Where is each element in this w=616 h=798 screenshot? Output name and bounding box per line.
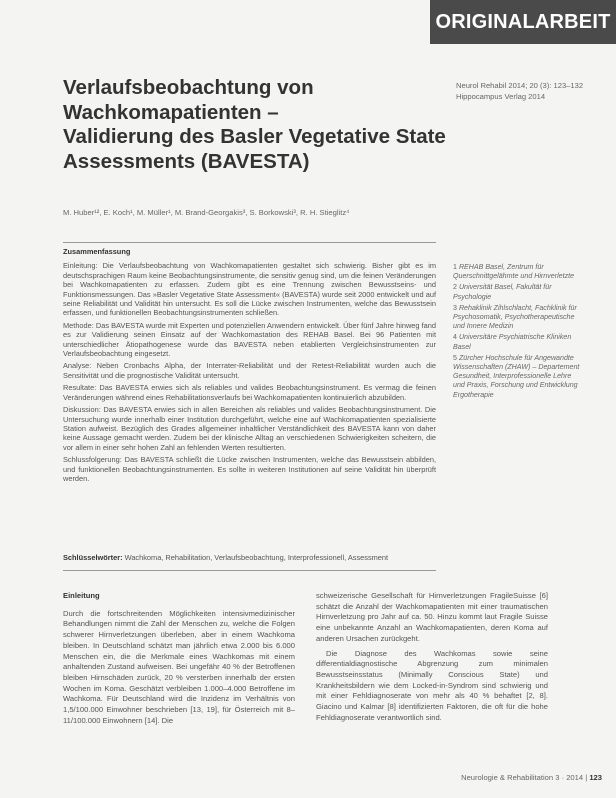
affiliation-item: 5 Zürcher Hochschule für Angewandte Wissenschaften (ZHAW) – Departement Gesundheit, Interprofessionelle Lehre und Praxis, Forschung und Entwicklung Ergotherapie bbox=[453, 353, 580, 399]
citation-line: Neurol Rehabil 2014; 20 (3): 123–132 bbox=[456, 81, 584, 90]
article-type-banner: ORIGINALARBEIT bbox=[430, 0, 616, 44]
affiliations bbox=[453, 263, 583, 402]
abstract-bottom-rule bbox=[63, 570, 436, 571]
keywords-text: Wachkoma, Rehabilitation, Verlaufsbeobachtung, Interprofessionell, Assessment bbox=[122, 553, 389, 562]
affiliation-item: 1 REHAB Basel, Zentrum für Querschnittgelähmte und Hirnverletzte bbox=[453, 263, 575, 281]
title-line: Verlaufsbeobachtung von bbox=[63, 76, 314, 99]
author-list: M. Huber¹², E. Koch¹, M. Müller¹, M. Brand-Georgakis³, S. Borkowski³, R. H. Stieglitz⁴ bbox=[63, 208, 350, 217]
abstract-top-rule bbox=[63, 242, 436, 243]
keywords bbox=[63, 553, 436, 562]
publisher-line: Hippocampus Verlag 2014 bbox=[456, 92, 546, 101]
abstract-results: Resultate: Das BAVESTA erwies sich als reliables und valides Beobachtungsinstrument. Es vermag die feinen Veränderungen während eines Rehabilitationsverlaufs bei Wachkomapatienten kontinuierlich abzubilden. bbox=[63, 383, 436, 402]
keywords-label: Schlüsselwörter: bbox=[63, 553, 123, 562]
abstract-analysis: Analyse: Neben Cronbachs Alpha, der Interrater-Reliabilität und der Retest-Reliabilität wurden auch die Sensitivität und die prognostische Validität untersucht. bbox=[63, 361, 436, 380]
affiliation-item: 2 Universität Basel, Fakultät für Psychologie bbox=[453, 283, 552, 301]
affiliation-item: 3 Rehaklinik Zihlschlacht, Fachklinik für Psychosomatik, Psychotherapeutische und Innere Medizin bbox=[453, 303, 577, 331]
body-column-left bbox=[63, 591, 295, 730]
abstract-method: Methode: Das BAVESTA wurde mit Experten und potenziellen Anwendern entwickelt. Über fünf Jahre hinweg fand es zur Validierung seinen Einsatz auf der Wachkomastation des REHAB Basel. Bei 96 Patienten mit unterschiedlicher Ätiopathogenese wurde das BAVESTA neben etablierten Vergleichsinstrumenten zur Verlaufsbeobachtung eingesetzt. bbox=[63, 320, 436, 359]
body-paragraph: Die Diagnose des Wachkomas sowie seine differentialdiagnostische Abgrenzung zum minimalen Bewusstseinsstatus (Minimally Conscious State) und Krankheitsbildern wie dem Locked-in-Syndrom sind schwierig und mit einer Fehldiagnoserate von mehr als 40 % behaftet [2, 8]. Giacino und Kalmar [8] identifizierten Faktoren, die oft für die hohe Fehldiagnoserate verantwortlich sind. bbox=[316, 648, 548, 722]
citation-meta bbox=[456, 80, 606, 102]
title-line: Validierung des Basler Vegetative State bbox=[63, 125, 446, 148]
abstract bbox=[63, 247, 436, 486]
body-column-right bbox=[316, 591, 548, 727]
section-heading-introduction: Einleitung bbox=[63, 591, 100, 600]
page-number: 123 bbox=[589, 773, 602, 782]
abstract-heading: Zusammenfassung bbox=[63, 247, 131, 256]
abstract-discussion: Diskussion: Das BAVESTA erwies sich in allen Bereichen als reliables und valides Beobachtungsinstrument. Die Untersuchung wurde innerhalb einer Institution durchgeführt, welche eine auf Wachkomapatienten spezialisierte Station aufweist. Bezüglich des Grades allgemeiner inhaltlicher Verständlichkeit des BAVESTA kann von daher keine Aussage gemacht werden. Zudem bei der klinische Alltag an verschiedenen Schwierigkeiten scheitern, die vor allem in einer sehr hohen Zahl an fehlenden Werten resultierten. bbox=[63, 405, 436, 452]
footer-journal: Neurologie & Rehabilitation 3 · 2014 bbox=[461, 773, 584, 782]
article-title bbox=[63, 76, 446, 174]
abstract-introduction: Einleitung: Die Verlaufsbeobachtung von Wachkomapatienten gestaltet sich schwierig. Bisher gibt es im deutschsprachigen Raum keine Beobachtungsinstrumente, die sensitiv genug sind, um die feinen Veränderungen bei Wachkomapatienten zu erfassen. Zudem gibt es eine Trennung zwischen Bewusstseins- und Funktionsmessungen. Das »Basler Vegetative State Assessment« (BAVESTA) wurde seit 2000 entwickelt und auf seine Reliabilität und Validität hin untersucht. Es soll die Lücke zwischen Instrumenten, welche das Bewusstsein erfassen, und funktionellen Beobachtungsinstrumenten schließen. bbox=[63, 261, 436, 318]
abstract-conclusion: Schlussfolgerung: Das BAVESTA schließt die Lücke zwischen Instrumenten, welche das Bewusstsein abbilden, und funktionellen Beobachtungsinstrumenten. Es sollte in weiteren Institutionen auf seine Validität hin überprüft werden. bbox=[63, 455, 436, 483]
body-paragraph: schweizerische Gesellschaft für Hirnverletzungen FragileSuisse [6] schätzt die Anzahl der Wachkomapatienten mit einer traumatischen Hirnverletzung pro Jahr auf ca. 50. Hinzu kommt laut Fragile Suisse eine unbekannte Anzahl an Wachkomapatienten, deren Koma auf anderen Ursachen zurückgeht. bbox=[316, 591, 548, 643]
title-line: Wachkomapatienten – bbox=[63, 100, 279, 124]
page-footer: Neurologie & Rehabilitation 3 · 2014 | 123 bbox=[461, 773, 602, 782]
affiliation-item: 4 Universitäre Psychiatrische Kliniken Basel bbox=[453, 333, 572, 351]
title-line: Assessments (BAVESTA) bbox=[63, 149, 310, 173]
body-paragraph: Durch die fortschreitenden Möglichkeiten intensivmedizinischer Behandlungen nimmt die Zahl der Menschen zu, welche die Folgen schwerer Hirnverletzungen überleben, aber in einem Wachkoma bleiben. In Deutschland schätzt man jährlich etwa 2.000 bis 6.000 Menschen ein, die die Merkmale eines Wachkomas mit einem anhaltenden Zustand aufweisen. Bei ungefähr 40 % der Betroffenen bleiben Hirnschäden zurück, 20 % versterben innerhalb der ersten Wochen im Koma. Geschätzt verbleiben 1.000–4.000 Betroffene im Wachkoma. Für Deutschland wird die Inzidenz im Verhältnis von 1,5/100.000 Einwohner beschrieben [13, 19], für Österreich mit 8–11/100.000 Einwohnern [14]. Die bbox=[63, 608, 295, 725]
